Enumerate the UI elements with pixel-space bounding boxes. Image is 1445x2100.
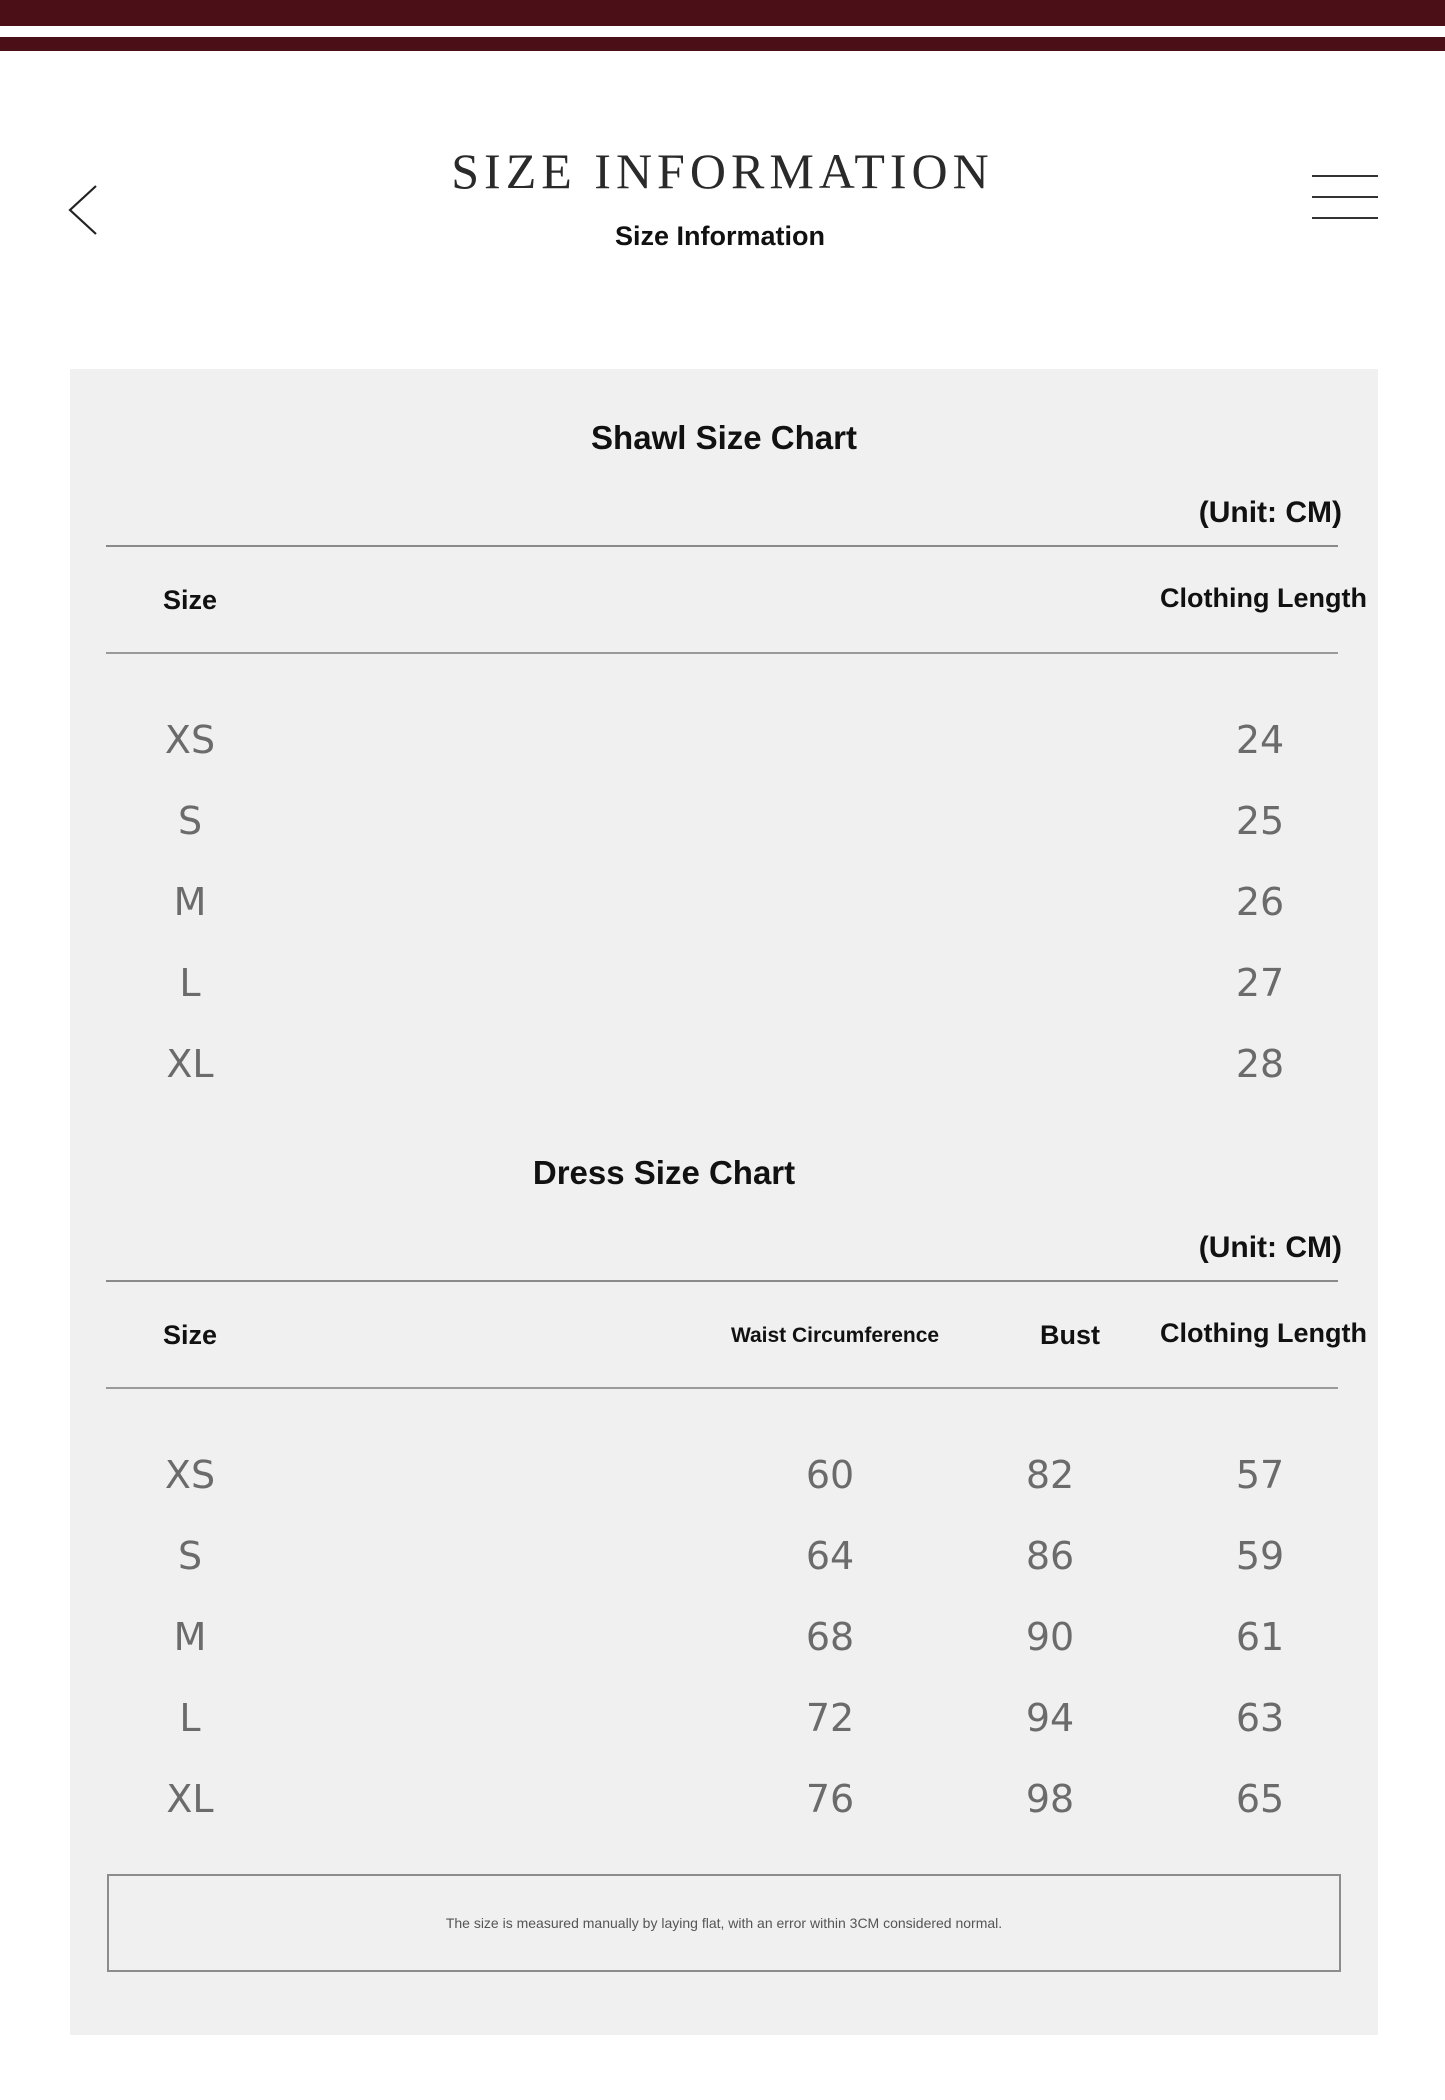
shawl-cell-size: L xyxy=(179,961,201,1005)
shawl-cell-size: XL xyxy=(166,1042,214,1086)
dress-header-top-rule xyxy=(106,1280,1338,1282)
dress-cell-waist: 72 xyxy=(805,1696,855,1740)
dress-cell-length: 63 xyxy=(1235,1696,1285,1740)
dress-cell-bust: 82 xyxy=(1025,1453,1075,1497)
page-subtitle: Size Information xyxy=(614,221,825,251)
dress-cell-size: XL xyxy=(166,1777,214,1821)
dress-cell-length: 59 xyxy=(1235,1534,1285,1578)
dress-cell-bust: 98 xyxy=(1025,1777,1075,1821)
dress-header-bottom-rule xyxy=(106,1387,1338,1389)
measurement-note: The size is measured manually by laying flat, with an error within 3CM considered normal. xyxy=(445,1915,1003,1931)
dress-chart-title: Dress Size Chart xyxy=(532,1154,796,1191)
dress-cell-bust: 86 xyxy=(1025,1534,1075,1578)
shawl-cell-size: M xyxy=(173,880,207,924)
shawl-cell-size: S xyxy=(177,799,203,843)
dress-cell-bust: 90 xyxy=(1025,1615,1075,1659)
header-band-bottom xyxy=(0,37,1445,51)
dress-col-size: Size xyxy=(162,1320,218,1350)
dress-chart-unit: (Unit: CM) xyxy=(1198,1231,1342,1264)
dress-cell-size: M xyxy=(173,1615,207,1659)
dress-cell-waist: 60 xyxy=(805,1453,855,1497)
shawl-cell-length: 26 xyxy=(1235,880,1285,924)
dress-cell-bust: 94 xyxy=(1025,1696,1075,1740)
shawl-cell-length: 28 xyxy=(1235,1042,1285,1086)
dress-col-clothing-length: Clothing Length xyxy=(1160,1318,1367,1348)
shawl-chart-unit: (Unit: CM) xyxy=(1198,496,1342,529)
shawl-cell-length: 24 xyxy=(1235,718,1285,762)
dress-cell-length: 65 xyxy=(1235,1777,1285,1821)
shawl-cell-size: XS xyxy=(164,718,216,762)
shawl-header-top-rule xyxy=(106,545,1338,547)
dress-cell-waist: 68 xyxy=(805,1615,855,1659)
dress-col-bust: Bust xyxy=(1040,1320,1100,1350)
dress-cell-length: 57 xyxy=(1235,1453,1285,1497)
shawl-cell-length: 27 xyxy=(1235,961,1285,1005)
dress-col-waist: Waist Circumference xyxy=(730,1324,940,1347)
shawl-chart-title: Shawl Size Chart xyxy=(591,419,857,456)
dress-cell-size: XS xyxy=(164,1453,216,1497)
shawl-col-size: Size xyxy=(162,585,218,615)
measurement-note-box xyxy=(107,1874,1341,1972)
dress-cell-size: S xyxy=(177,1534,203,1578)
dress-cell-length: 61 xyxy=(1235,1615,1285,1659)
dress-cell-size: L xyxy=(179,1696,201,1740)
dress-cell-waist: 76 xyxy=(805,1777,855,1821)
page-title: SIZE INFORMATION xyxy=(451,143,994,199)
shawl-cell-length: 25 xyxy=(1235,799,1285,843)
size-chart-panel xyxy=(70,369,1378,2035)
shawl-col-clothing-length: Clothing Length xyxy=(1160,583,1367,613)
header-band-top xyxy=(0,0,1445,26)
hamburger-menu-icon[interactable] xyxy=(1312,173,1378,221)
dress-cell-waist: 64 xyxy=(805,1534,855,1578)
shawl-header-bottom-rule xyxy=(106,652,1338,654)
